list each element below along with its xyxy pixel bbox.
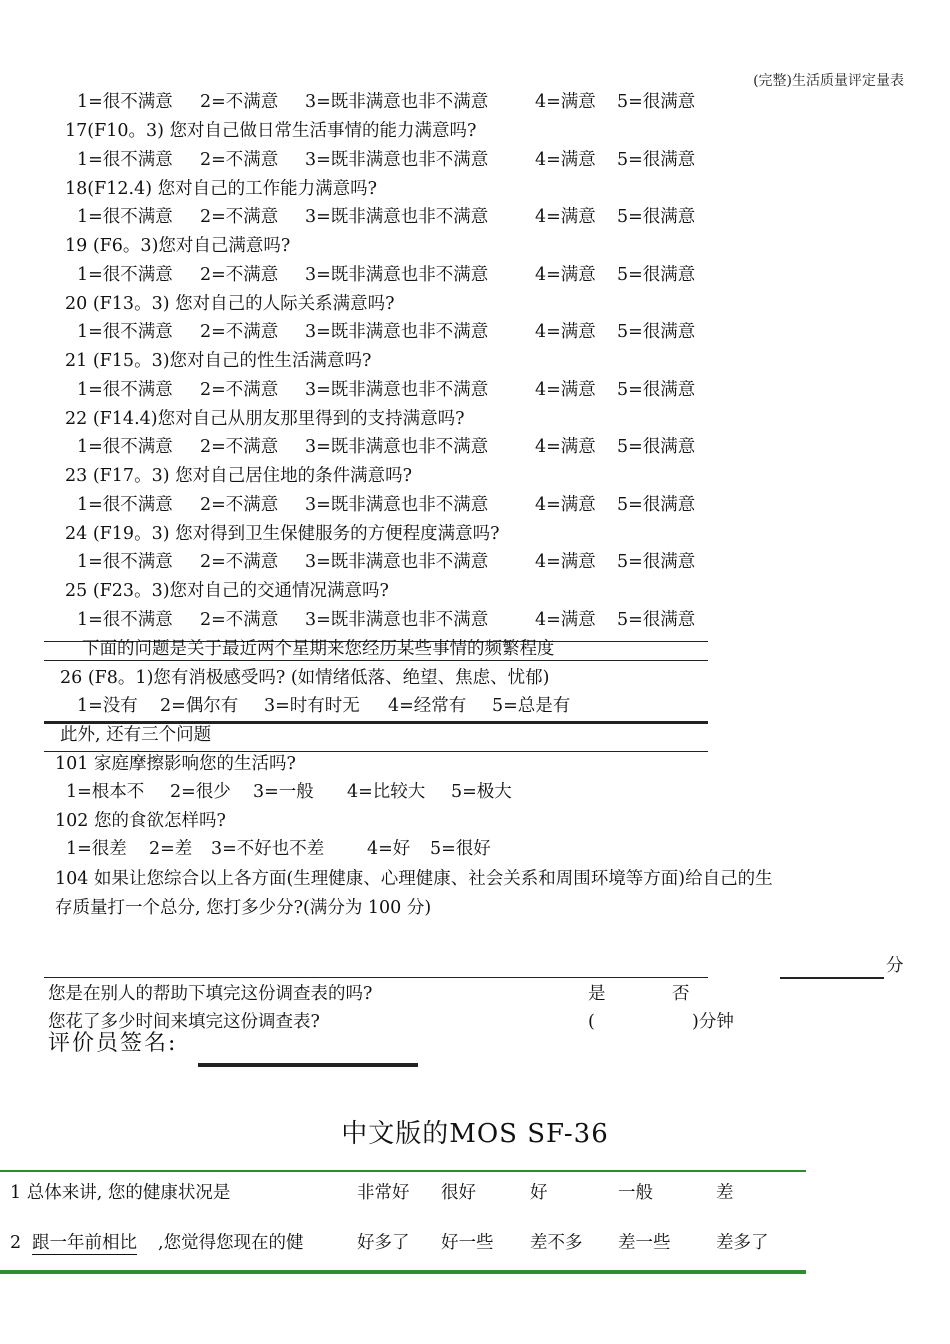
scale-option-2[interactable]: 2=不满意	[200, 322, 279, 342]
scale-option-3[interactable]: 3=既非满意也非不满意	[305, 92, 489, 112]
scale-option-2[interactable]: 2=不满意	[200, 207, 279, 227]
scale-option-5[interactable]: 5=很满意	[617, 207, 696, 227]
scale-option-4[interactable]: 4=满意	[535, 379, 596, 400]
score-blank-line[interactable]	[780, 977, 884, 979]
scale-option-2[interactable]: 2=不满意	[200, 149, 279, 170]
mos-q2-option-2[interactable]: 好一些	[441, 1233, 494, 1253]
scale-option-2[interactable]: 2=不满意	[200, 264, 279, 285]
scale-option-3[interactable]: 3=既非满意也非不满意	[305, 609, 489, 630]
scale-option-2[interactable]: 2=不满意	[200, 437, 279, 457]
question-26: 26 (F8。1)您有消极感受吗? (如情绪低落、绝望、焦虑、忧郁)	[60, 668, 550, 688]
q101-option-5[interactable]: 5=极大	[451, 782, 512, 802]
question-101: 101 家庭摩擦影响您的生活吗?	[55, 754, 296, 774]
q101-option-2[interactable]: 2=很少	[170, 782, 231, 802]
scale-option-2[interactable]: 2=不满意	[200, 494, 279, 515]
table-bottom-rule	[0, 1270, 806, 1274]
q102-option-5[interactable]: 5=很好	[430, 839, 491, 859]
mos-q1-option-5[interactable]: 差	[716, 1183, 734, 1203]
signature-label: 评价员签名:	[48, 1031, 178, 1056]
scale-option-4[interactable]: 4=满意	[535, 437, 596, 457]
scale-option-3[interactable]: 3=既非满意也非不满意	[305, 437, 489, 457]
q26-option-5[interactable]: 5=总是有	[492, 696, 571, 716]
scale-option-5[interactable]: 5=很满意	[617, 552, 696, 572]
mos-q2-option-4[interactable]: 差一些	[618, 1233, 671, 1253]
question-17: 17(F10。3) 您对自己做日常生活事情的能力满意吗?	[65, 121, 477, 141]
scale-option-2[interactable]: 2=不满意	[200, 379, 279, 400]
scale-option-1[interactable]: 1=很不满意	[77, 609, 173, 630]
mos-q1-option-1[interactable]: 非常好	[357, 1183, 410, 1203]
scale-option-1[interactable]: 1=很不满意	[77, 92, 173, 112]
question-24: 24 (F19。3) 您对得到卫生保健服务的方便程度满意吗?	[65, 523, 500, 544]
q26-option-3[interactable]: 3=时有时无	[264, 696, 360, 716]
scale-option-5[interactable]: 5=很满意	[617, 494, 696, 515]
scale-option-3[interactable]: 3=既非满意也非不满意	[305, 379, 489, 400]
q102-option-1[interactable]: 1=很差	[66, 839, 127, 859]
divider	[44, 660, 708, 661]
scale-option-1[interactable]: 1=很不满意	[77, 379, 173, 400]
mos-q1-option-3[interactable]: 好	[530, 1183, 548, 1203]
question-104-line1: 104 如果让您综合以上各方面(生理健康、心理健康、社会关系和周围环境等方面)给自己的生	[55, 869, 773, 889]
scale-option-4[interactable]: 4=满意	[535, 552, 596, 572]
q102-option-2[interactable]: 2=差	[149, 839, 193, 859]
signature-line[interactable]	[198, 1063, 418, 1067]
question-23: 23 (F17。3) 您对自己居住地的条件满意吗?	[65, 466, 412, 486]
mos-q2-number: 2	[10, 1233, 22, 1253]
scale-option-1[interactable]: 1=很不满意	[77, 149, 173, 170]
q26-option-4[interactable]: 4=经常有	[388, 696, 467, 716]
mos-q2-option-3[interactable]: 差不多	[530, 1233, 583, 1253]
scale-option-3[interactable]: 3=既非满意也非不满意	[305, 207, 489, 227]
section-heading-extra: 此外, 还有三个问题	[60, 725, 212, 745]
scale-option-4[interactable]: 4=满意	[535, 322, 596, 342]
mos-q1: 1 总体来讲, 您的健康状况是	[10, 1183, 231, 1203]
mos-q2-option-5[interactable]: 差多了	[716, 1233, 769, 1253]
mos-q2-underlined: 跟一年前相比	[32, 1233, 137, 1253]
score-unit: 分	[886, 956, 904, 976]
mos-title: 中文版的MOS SF-36	[341, 1119, 609, 1149]
mos-q1-option-4[interactable]: 一般	[618, 1183, 653, 1203]
yes-option[interactable]: 是	[588, 984, 606, 1004]
scale-option-4[interactable]: 4=满意	[535, 149, 596, 170]
scale-option-3[interactable]: 3=既非满意也非不满意	[305, 494, 489, 515]
scale-option-4[interactable]: 4=满意	[535, 92, 596, 112]
scale-option-4[interactable]: 4=满意	[535, 494, 596, 515]
scale-option-5[interactable]: 5=很满意	[617, 92, 696, 112]
no-option[interactable]: 否	[672, 984, 690, 1004]
q26-option-2[interactable]: 2=偶尔有	[160, 696, 239, 716]
divider	[44, 977, 708, 978]
q102-option-4[interactable]: 4=好	[367, 839, 411, 859]
question-19: 19 (F6。3)您对自己满意吗?	[65, 236, 291, 256]
scale-option-3[interactable]: 3=既非满意也非不满意	[305, 149, 489, 170]
scale-option-2[interactable]: 2=不满意	[200, 552, 279, 572]
question-104-line2: 存质量打一个总分, 您打多少分?(满分为 100 分)	[55, 898, 432, 918]
scale-option-1[interactable]: 1=很不满意	[77, 552, 173, 572]
scale-option-1[interactable]: 1=很不满意	[77, 322, 173, 342]
q101-option-3[interactable]: 3=一般	[253, 782, 314, 802]
q26-option-1[interactable]: 1=没有	[77, 696, 138, 716]
scale-option-3[interactable]: 3=既非满意也非不满意	[305, 552, 489, 572]
document-title: (完整)生活质量评定量表	[753, 73, 904, 89]
mos-q2-text: ,您觉得您现在的健	[158, 1233, 304, 1253]
time-question: 您花了多少时间来填完这份调查表?	[48, 1012, 320, 1032]
section-heading-frequency: 下面的问题是关于最近两个星期来您经历某些事情的频繁程度	[82, 639, 555, 659]
q101-option-1[interactable]: 1=根本不	[66, 782, 145, 802]
scale-option-5[interactable]: 5=很满意	[617, 437, 696, 457]
scale-option-3[interactable]: 3=既非满意也非不满意	[305, 322, 489, 342]
question-18: 18(F12.4) 您对自己的工作能力满意吗?	[65, 178, 377, 199]
question-21: 21 (F15。3)您对自己的性生活满意吗?	[65, 351, 372, 371]
scale-option-5[interactable]: 5=很满意	[617, 322, 696, 342]
q102-option-3[interactable]: 3=不好也不差	[211, 839, 325, 859]
time-paren-open: (	[588, 1012, 595, 1032]
scale-option-5[interactable]: 5=很满意	[617, 379, 696, 400]
q101-option-4[interactable]: 4=比较大	[347, 782, 426, 802]
scale-option-1[interactable]: 1=很不满意	[77, 437, 173, 457]
scale-option-3[interactable]: 3=既非满意也非不满意	[305, 264, 489, 285]
scale-option-4[interactable]: 4=满意	[535, 264, 596, 285]
time-paren-close: )分钟	[692, 1012, 734, 1032]
scale-option-2[interactable]: 2=不满意	[200, 609, 279, 630]
scale-option-2[interactable]: 2=不满意	[200, 92, 279, 112]
scale-option-5[interactable]: 5=很满意	[617, 149, 696, 170]
scale-option-5[interactable]: 5=很满意	[617, 264, 696, 285]
scale-option-1[interactable]: 1=很不满意	[77, 494, 173, 515]
table-top-rule	[0, 1170, 806, 1172]
question-22: 22 (F14.4)您对自己从朋友那里得到的支持满意吗?	[65, 408, 465, 429]
scale-option-1[interactable]: 1=很不满意	[77, 207, 173, 227]
scale-option-4[interactable]: 4=满意	[535, 207, 596, 227]
mos-q2-option-1[interactable]: 好多了	[357, 1233, 410, 1253]
help-question: 您是在别人的帮助下填完这份调查表的吗?	[48, 984, 373, 1004]
question-20: 20 (F13。3) 您对自己的人际关系满意吗?	[65, 293, 395, 314]
scale-option-5[interactable]: 5=很满意	[617, 609, 696, 630]
scale-option-1[interactable]: 1=很不满意	[77, 264, 173, 285]
question-25: 25 (F23。3)您对自己的交通情况满意吗?	[65, 581, 389, 601]
divider	[44, 751, 708, 752]
scale-option-4[interactable]: 4=满意	[535, 609, 596, 630]
question-102: 102 您的食欲怎样吗?	[55, 811, 226, 831]
mos-q1-option-2[interactable]: 很好	[441, 1183, 476, 1203]
